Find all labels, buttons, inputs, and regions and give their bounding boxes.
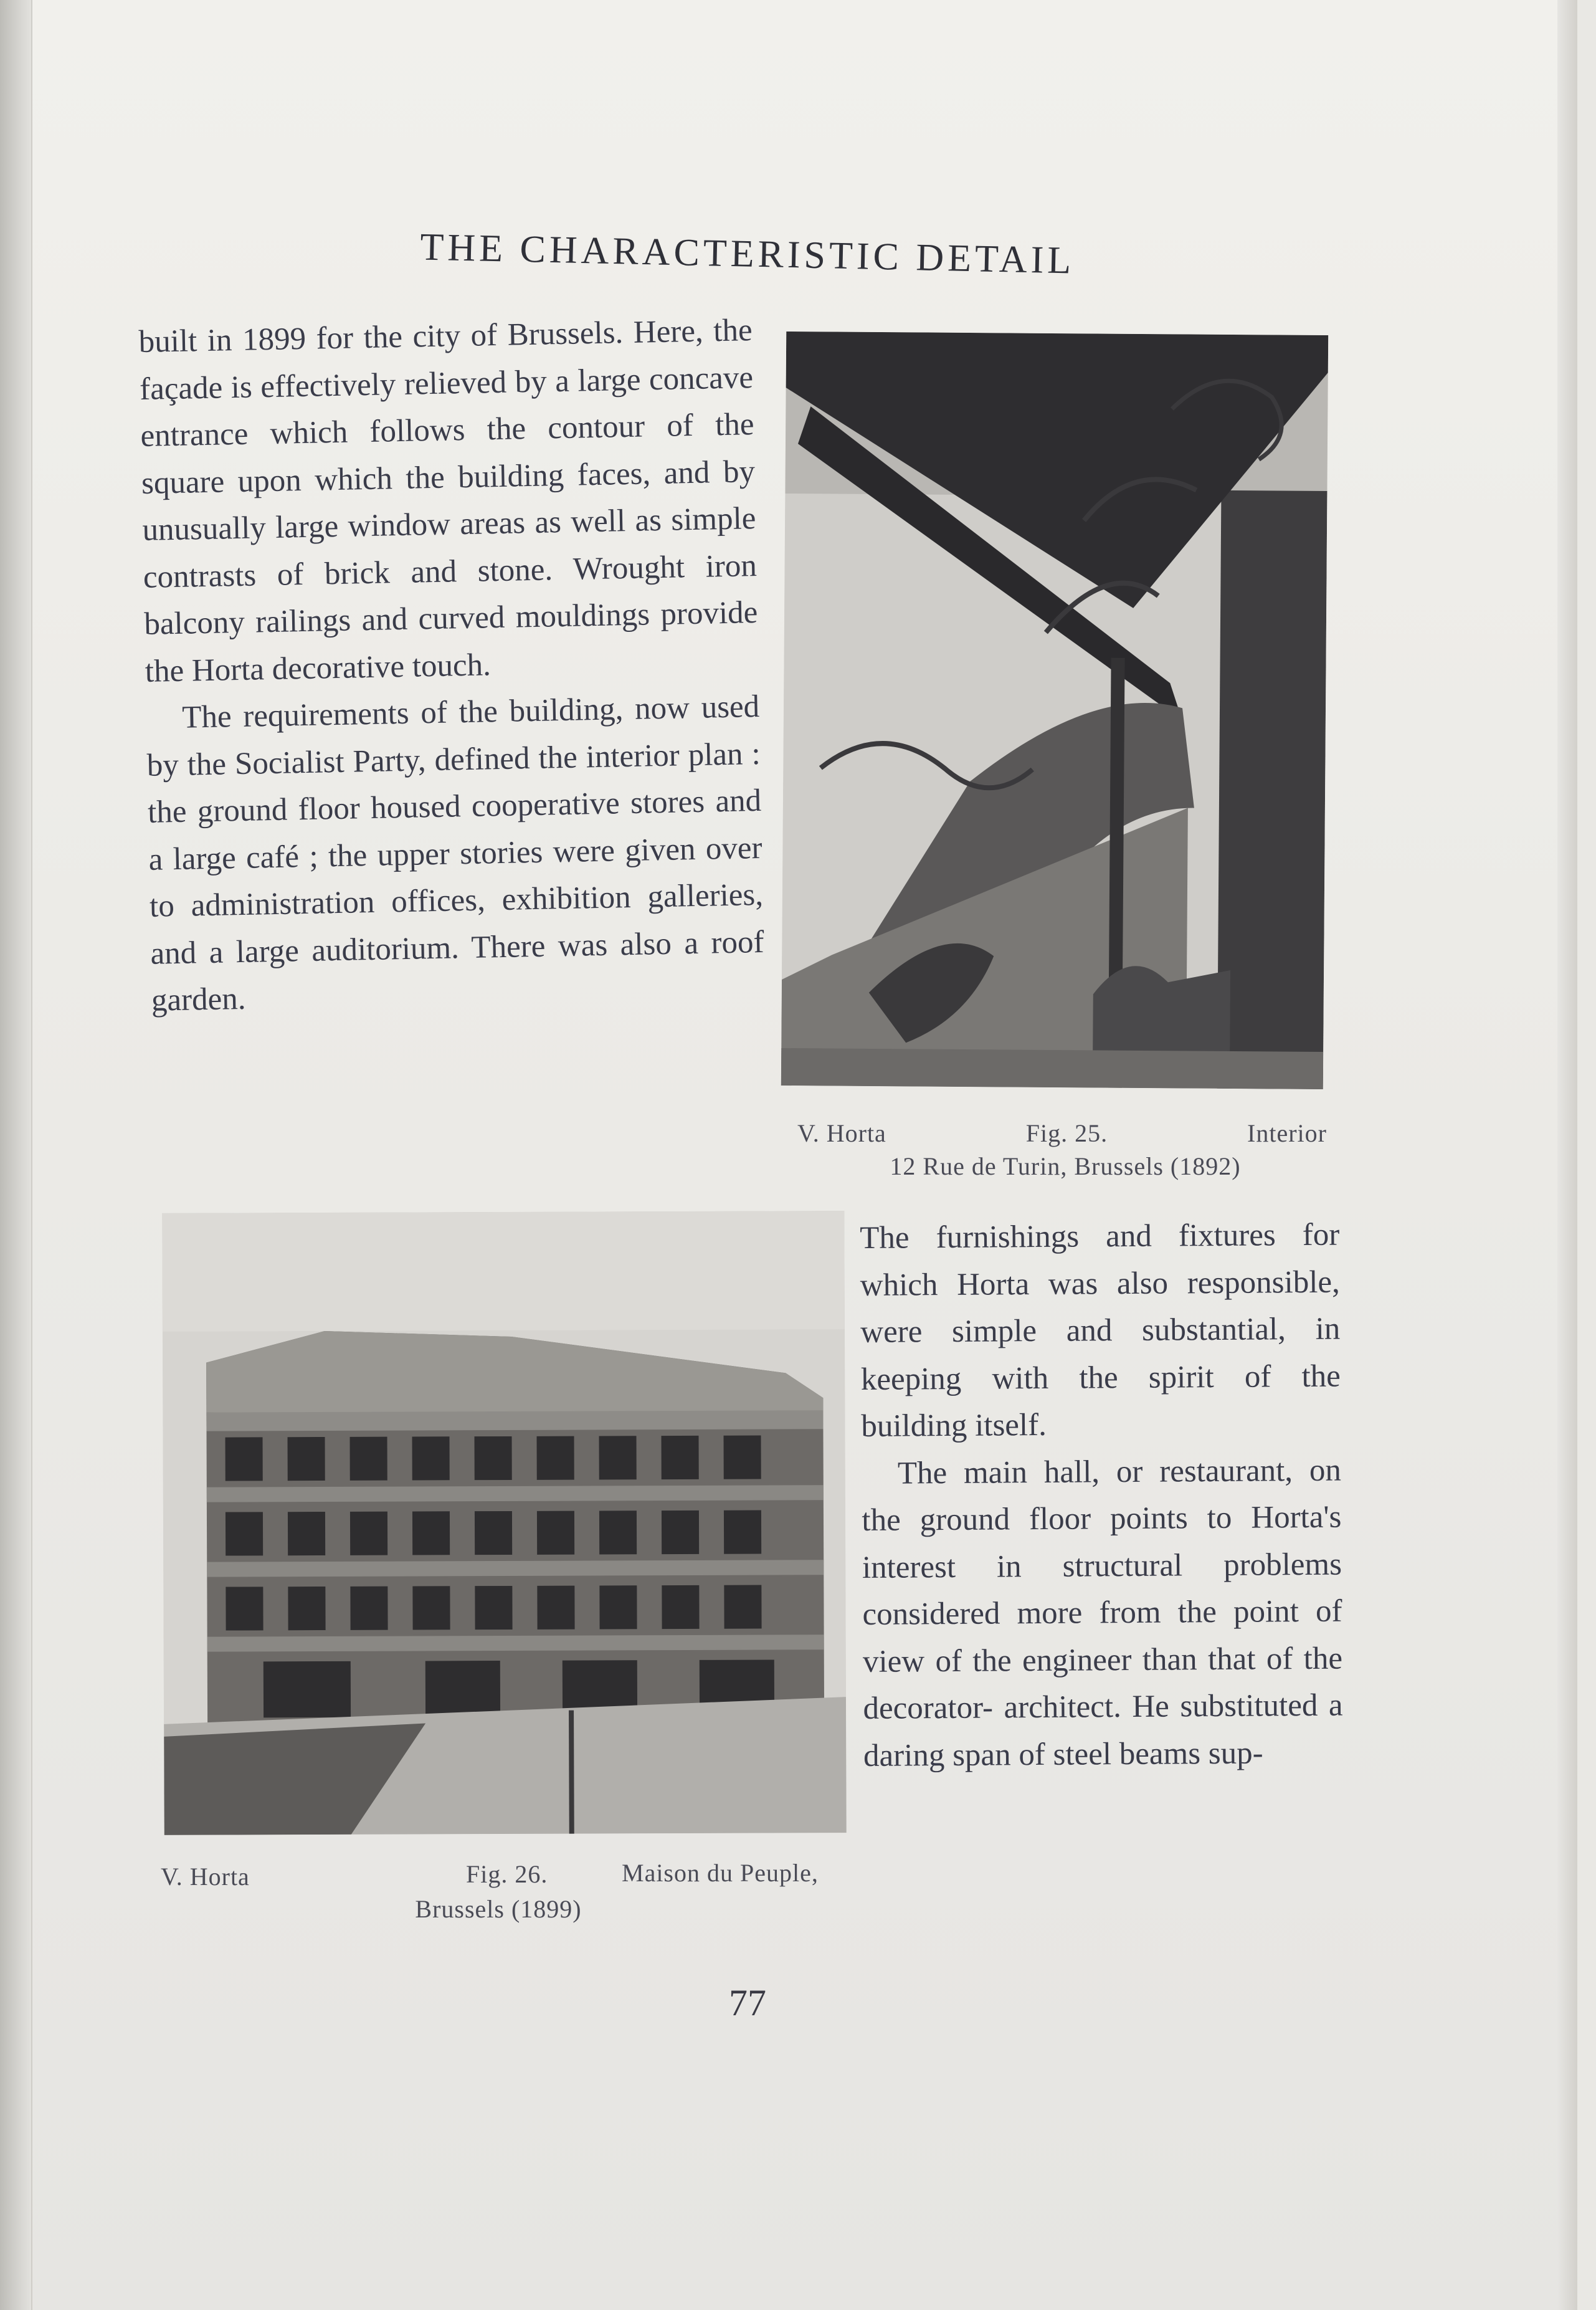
page-edge [1557,0,1577,2310]
running-header: THE CHARACTERISTIC DETAIL [419,226,1075,282]
left-text-column [138,307,766,1024]
figure-26-number: Fig. 26. [466,1860,548,1888]
figure-25-location: 12 Rue de Turin, Brussels (1892) [890,1152,1241,1180]
page-number: 77 [729,1982,766,2023]
figure-25-number: Fig. 25. [1025,1119,1108,1147]
figure-25-author: V. Horta [797,1119,886,1147]
maison-du-peuple-photo [162,1211,846,1835]
paragraph: The requirements of the building, now used by the Socialist Party, defined the interior plan : the ground floor housed cooperative stores and a large café ; the upper stories were given over to administration offices, exhibition galleries, and a large auditorium. There was also a roof garden. [146,689,764,1018]
figure-26-author: V. Horta [161,1863,250,1891]
figure-26-subject: Maison du Peuple, [622,1859,819,1887]
paragraph: built in 1899 for the city of Brussels. Here, the façade is effectively relieved by a large concave entrance which follows the contour of the square upon which the building faces, and by unusually large window areas as well as simple contrasts of brick and stone. Wrought iron balcony railings and curved mouldings provide the Horta decorative touch. [138,313,758,689]
paragraph: The main hall, or restaurant, on the ground floor points to Horta's interest in structural problems considered more from the point of view of the engineer than that of the decorator- architect. He substituted a daring span of steel beams sup- [862,1453,1343,1773]
right-text-column [860,1212,1343,1780]
figure-25-subject: Interior [1247,1119,1327,1147]
figure-25-caption [797,1119,1327,1148]
paragraph: The furnishings and fixtures for which Horta was also responsible, were simple and substantial, in keeping with the spirit of the building itself. [860,1217,1341,1444]
figure-26-location: Brussels (1899) [415,1895,582,1923]
staircase-photo [781,332,1328,1089]
